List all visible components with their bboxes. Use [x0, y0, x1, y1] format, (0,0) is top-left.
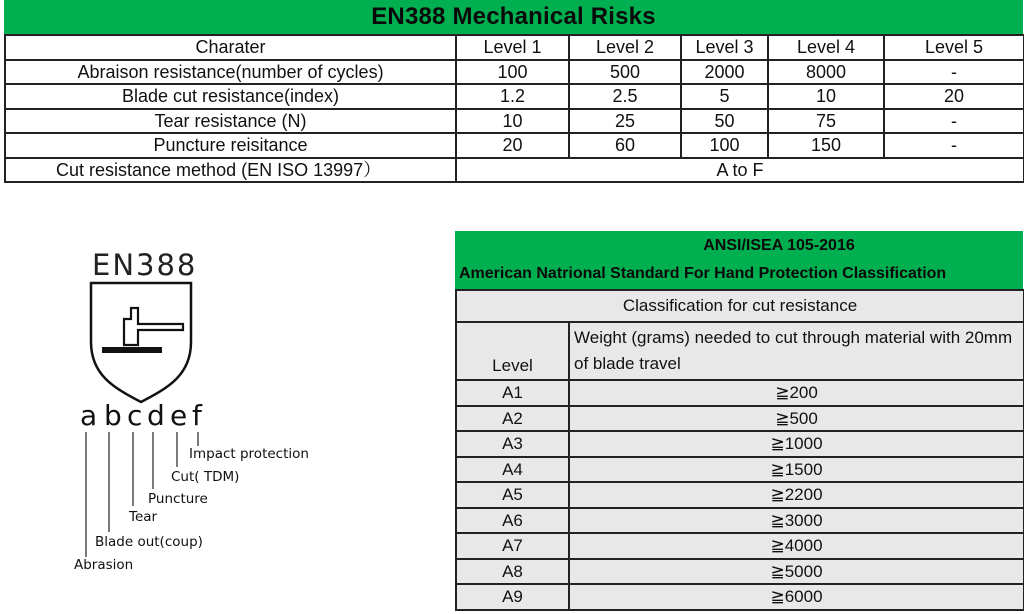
cell: 2000 — [681, 60, 768, 85]
header-charater: Charater — [5, 35, 456, 60]
header-level: Level — [456, 322, 569, 380]
level-cell: A2 — [456, 406, 569, 432]
table-row — [456, 380, 1024, 406]
cell-merged: A to F — [456, 158, 1024, 183]
table-row — [456, 584, 1024, 610]
weight-cell: ≧2200 — [569, 482, 1024, 508]
letter-e: e — [170, 399, 188, 432]
header-level-1: Level 1 — [456, 35, 569, 60]
cell: 20 — [456, 133, 569, 158]
table-row — [456, 533, 1024, 559]
cell: - — [884, 109, 1024, 134]
letter-f: f — [192, 399, 202, 432]
cell: 5 — [681, 84, 768, 109]
letter-b: b — [104, 399, 122, 432]
level-cell: A7 — [456, 533, 569, 559]
level-cell: A1 — [456, 380, 569, 406]
mechanical-risks-title: EN388 Mechanical Risks — [4, 0, 1023, 34]
letter-d: d — [147, 399, 165, 432]
table-row — [456, 457, 1024, 483]
ansi-subtitle: American Natrional Standard For Hand Protection Classification — [459, 265, 947, 282]
row-label: Tear resistance (N) — [5, 109, 456, 134]
cell: 100 — [681, 133, 768, 158]
legend-abrasion: Abrasion — [74, 557, 134, 573]
level-cell: A9 — [456, 584, 569, 610]
table-row — [456, 431, 1024, 457]
header-level-5: Level 5 — [884, 35, 1024, 60]
hammer-on-surface-shield-icon — [88, 280, 198, 405]
table-row — [456, 559, 1024, 585]
table-row — [5, 84, 1024, 109]
row-label: Puncture reisitance — [5, 133, 456, 158]
table-row — [5, 60, 1024, 85]
cell: 100 — [456, 60, 569, 85]
mechanical-risks-table — [4, 34, 1024, 183]
letter-c: c — [127, 399, 143, 432]
row-label: Abraison resistance(number of cycles) — [5, 60, 456, 85]
section-header: Classification for cut resistance — [456, 290, 1024, 322]
ansi-header — [455, 231, 1023, 289]
table-header-row — [5, 35, 1024, 60]
column-header-row — [456, 322, 1024, 380]
weight-cell: ≧1500 — [569, 457, 1024, 483]
weight-cell: ≧1000 — [569, 431, 1024, 457]
weight-cell: ≧3000 — [569, 508, 1024, 534]
table-row — [5, 109, 1024, 134]
table-row — [456, 406, 1024, 432]
weight-cell: ≧5000 — [569, 559, 1024, 585]
weight-cell: ≧6000 — [569, 584, 1024, 610]
header-level-2: Level 2 — [569, 35, 681, 60]
cell: 25 — [569, 109, 681, 134]
cell: 50 — [681, 109, 768, 134]
weight-cell: ≧4000 — [569, 533, 1024, 559]
ansi-title: ANSI/ISEA 105-2016 — [703, 237, 855, 254]
cell: 150 — [768, 133, 884, 158]
table-row — [5, 133, 1024, 158]
ansi-cut-resistance-table — [455, 289, 1024, 611]
level-cell: A8 — [456, 559, 569, 585]
letter-a: a — [80, 399, 98, 432]
cell: 500 — [569, 60, 681, 85]
cell: 10 — [456, 109, 569, 134]
level-cell: A3 — [456, 431, 569, 457]
legend-puncture: Puncture — [148, 491, 208, 507]
cell: 10 — [768, 84, 884, 109]
en388-logo-title: EN388 — [92, 248, 198, 282]
header-level-4: Level 4 — [768, 35, 884, 60]
header-level-3: Level 3 — [681, 35, 768, 60]
weight-cell: ≧500 — [569, 406, 1024, 432]
level-cell: A5 — [456, 482, 569, 508]
table-row — [456, 482, 1024, 508]
cell: 20 — [884, 84, 1024, 109]
level-cell: A4 — [456, 457, 569, 483]
level-cell: A6 — [456, 508, 569, 534]
weight-cell: ≧200 — [569, 380, 1024, 406]
cell: - — [884, 133, 1024, 158]
section-header-row — [456, 290, 1024, 322]
cell: 2.5 — [569, 84, 681, 109]
cell: 8000 — [768, 60, 884, 85]
cell: - — [884, 60, 1024, 85]
table-row-cut-method — [5, 158, 1024, 183]
legend-tear: Tear — [129, 509, 158, 525]
row-label: Cut resistance method (EN ISO 13997） — [5, 158, 456, 183]
cell: 60 — [569, 133, 681, 158]
legend-cut-tdm: Cut( TDM) — [171, 469, 240, 485]
cell: 75 — [768, 109, 884, 134]
legend-impact-protection: Impact protection — [189, 446, 309, 462]
row-label: Blade cut resistance(index) — [5, 84, 456, 109]
legend-blade-cut: Blade out(coup) — [95, 534, 203, 550]
table-row — [456, 508, 1024, 534]
cell: 1.2 — [456, 84, 569, 109]
header-weight: Weight (grams) needed to cut through material with 20mm of blade travel — [569, 322, 1024, 380]
